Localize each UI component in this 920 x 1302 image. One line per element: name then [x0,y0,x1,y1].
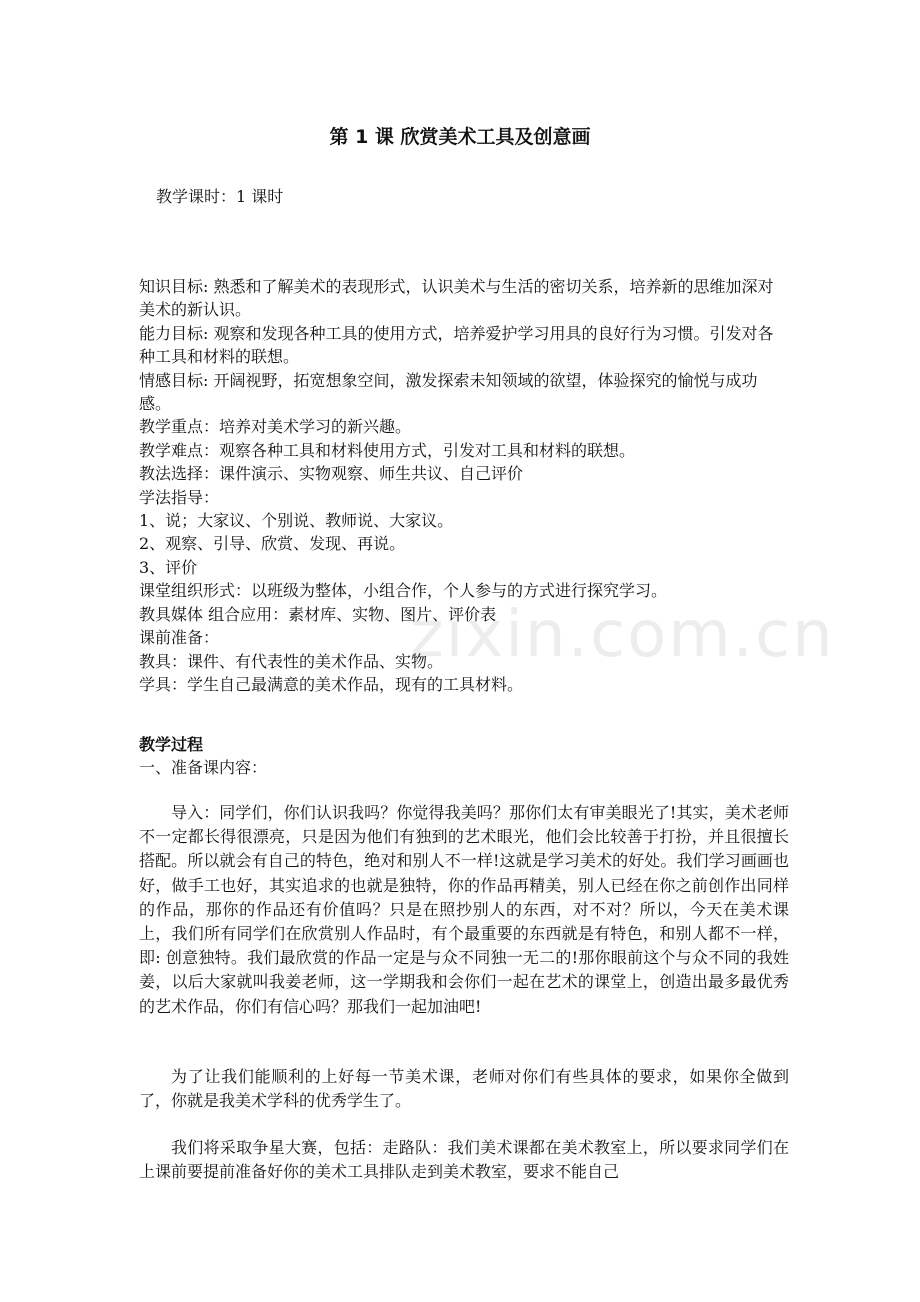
student-materials: 学具：学生自己最满意的美术作品，现有的工具材料。 [139,674,524,694]
star-contest-paragraph-block [139,1136,789,1184]
study-guide-item-2: 2、观察、引导、欣赏、发现、再说。 [139,534,406,554]
study-guide-heading: 学法指导： [139,487,220,507]
emotion-objective: 情感目标: 开阔视野，拓宽想象空间，激发探索未知领域的欲望，体验探究的愉悦与成功感。 [139,370,758,414]
intro-paragraph: 导入：同学们，你们认识我吗？你觉得我美吗？那你们太有审美眼光了!其实，美术老师不一定都长得很漂亮，只是因为他们有独到的艺术眼光，他们会比较善于打扮，并且很擅长搭配。所以就会有自己的特色，绝对和别人不一样!这就是学习美术的好处。我们学习画画也好，做手工也好，其实追求的也就是独特，你的作品再精美，别人已经在你之前创作出同样的作品，那你的作品还有价值吗？只是在照抄别人的东西，对不对？所以，今天在美术课上，我们所有同学们在欣赏别人作品时，有个最重要的东西就是有特色，和别人都不一样，即: 创意独特。我们最欣赏的作品一定是与众不同独一无二的!那你眼前这个与众不同的我姓姜，以后大家就叫我姜老师，这一学期我和会你们一起在艺术的课堂上，创造出最多最优秀的艺术作品，你们有信心吗？那我们一起加油吧! [139,803,789,1016]
teaching-focus: 教学重点：培养对美术学习的新兴趣。 [139,417,412,437]
study-guide-item-1: 1、说；大家议、个别说、教师说、大家议。 [139,511,454,531]
teaching-media: 教具媒体 组合应用：素材库、实物、图片、评价表 [139,604,497,624]
lesson-title: 第 1 课 欣赏美术工具及创意画 [329,126,591,148]
requirements-paragraph-block [139,1065,789,1113]
lesson-hours: 教学课时：1 课时 [156,187,284,206]
study-guide-item-3: 3、评价 [139,557,198,577]
teaching-difficulty: 教学难点：观察各种工具和材料使用方式，引发对工具和材料的联想。 [139,440,636,460]
teacher-materials: 教具：课件、有代表性的美术作品、实物。 [139,651,444,671]
ability-objective: 能力目标: 观察和发现各种工具的使用方式，培养爱护学习用具的良好行为习惯。引发对各种工具和材料的联想。 [139,323,774,367]
watermark: zixin.com.cn [410,598,835,672]
teaching-method: 教法选择：课件演示、实物观察、师生共议、自己评价 [139,464,524,484]
process-heading: 教学过程 [139,735,204,754]
preparation-heading: 课前准备： [139,628,220,648]
class-organization: 课堂组织形式：以班级为整体，小组合作，个人参与的方式进行探究学习。 [139,581,668,601]
requirements-paragraph: 为了让我们能顺利的上好每一节美术课，老师对你们有些具体的要求，如果你全做到了，你就是我美术学科的优秀学生了。 [139,1067,789,1111]
intro-paragraph-block [139,801,789,1019]
process-section [139,733,789,780]
process-subheading: 一、准备课内容： [139,758,268,778]
star-contest-paragraph: 我们将采取争星大赛，包括：走路队：我们美术课都在美术教室上，所以要求同学们在上课前要提前准备好你的美术工具排队走到美术教室，要求不能自己 [139,1138,789,1182]
knowledge-objective: 知识目标: 熟悉和了解美术的表现形式，认识美术与生活的密切关系，培养新的思维加深对美术的新认识。 [139,277,774,320]
objectives-section [139,275,789,696]
